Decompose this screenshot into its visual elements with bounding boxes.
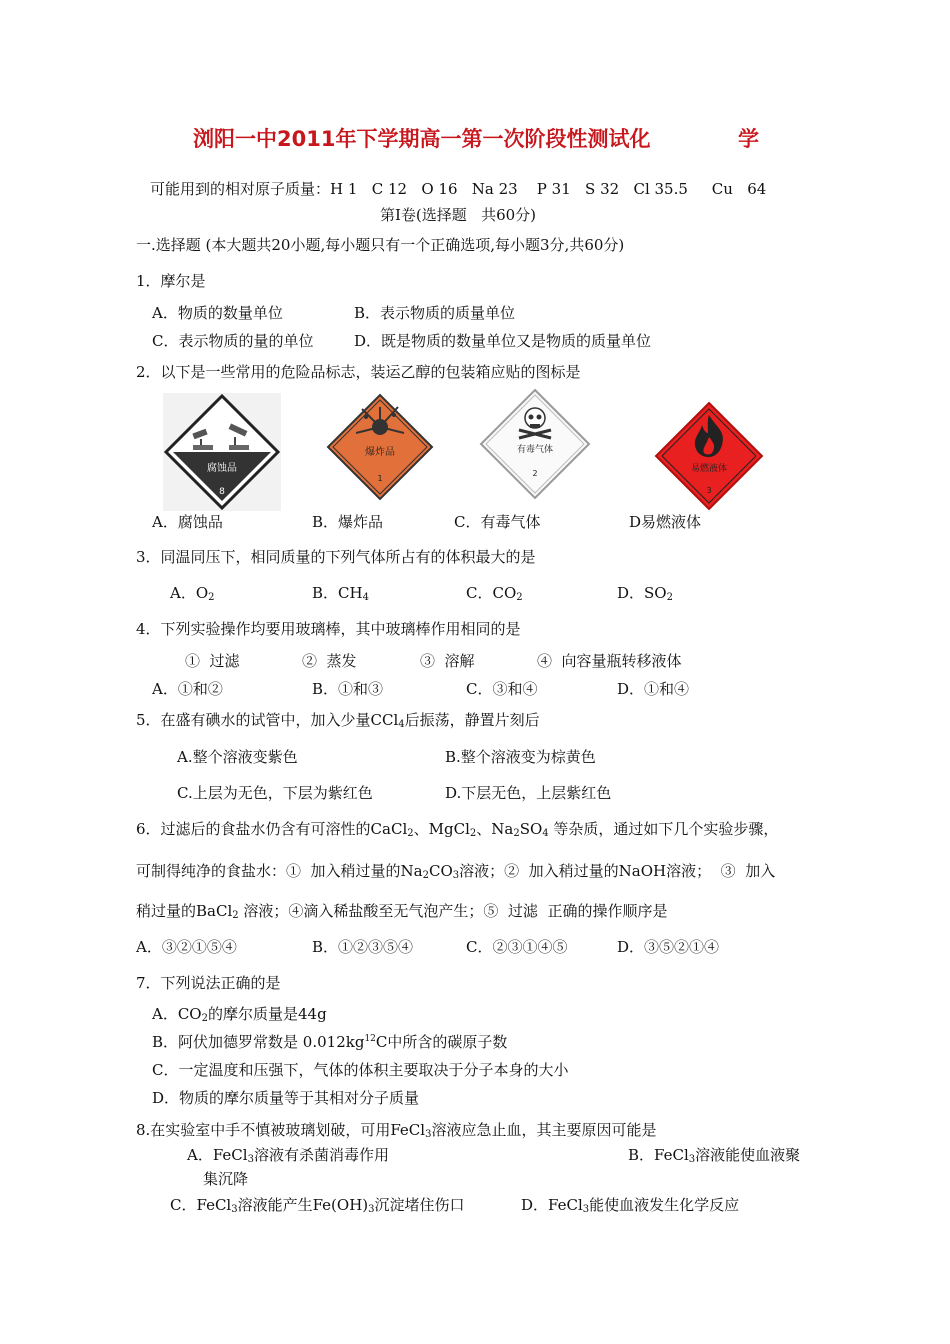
q7-option-b: B．阿伏加德罗常数是 $0.012kg^{12}C$中所含的碳原子数 xyxy=(152,1033,508,1051)
q3-option-a: A．$O_2$ xyxy=(170,584,215,603)
q5-option-c: C.上层为无色，下层为紫红色 xyxy=(177,784,373,802)
corrosive-sign xyxy=(163,393,281,511)
q1-option-c: C．表示物质的量的单位 xyxy=(152,332,314,350)
question-1-stem: 1．摩尔是 xyxy=(136,272,206,290)
q5-option-b: B.整个溶液变为棕黄色 xyxy=(445,748,596,766)
q6-option-d: D．③⑤②①④ xyxy=(617,938,720,956)
q8-option-b: B．FeCl$_3$溶液能使血液聚 xyxy=(628,1146,801,1165)
q1-option-a: A．物质的数量单位 xyxy=(152,304,283,322)
q4-operation-3: ③ 溶解 xyxy=(420,652,475,670)
q4-option-b: B．①和③ xyxy=(312,680,384,698)
explosive-label: 爆炸品 xyxy=(365,447,395,458)
flammable-liquid-label: 易燃液体 xyxy=(690,464,728,474)
question-2-stem: 2．以下是一些常用的危险品标志，装运乙醇的包装箱应贴的图标是 xyxy=(136,363,581,381)
q4-option-a: A．①和② xyxy=(152,680,223,698)
q4-option-d: D．①和④ xyxy=(617,680,690,698)
q2-option-c: C．有毒气体 xyxy=(454,513,541,531)
q2-option-a: A．腐蚀品 xyxy=(152,513,223,531)
flammable-liquid-sign xyxy=(654,401,764,511)
q6-option-a: A．③②①⑤④ xyxy=(136,938,237,956)
atomic-masses: 可能用到的相对原子质量：H 1 C 12 O 16 Na 23 P 31 S 32 Cl 35.5 Cu 64 xyxy=(150,180,767,198)
explosive-sign xyxy=(326,393,434,501)
toxic-gas-label: 有毒气体 xyxy=(516,445,554,455)
q4-operation-4: ④ 向容量瓶转移液体 xyxy=(537,652,682,670)
q7-option-a: A．$CO_2$的摩尔质量是44g xyxy=(152,1005,327,1024)
question-4-stem: 4．下列实验操作均要用玻璃棒，其中玻璃棒作用相同的是 xyxy=(136,620,521,638)
q8-option-a: A．FeCl$_3$溶液有杀菌消毒作用 xyxy=(187,1146,389,1165)
page-title: 浏阳一中2011年下学期高一第一次阶段性测试化 xyxy=(193,127,651,151)
question-7-stem: 7．下列说法正确的是 xyxy=(136,974,281,992)
q4-option-c: C．③和④ xyxy=(466,680,538,698)
q2-option-b: B．爆炸品 xyxy=(312,513,384,531)
question-6-stem-line-1: 6．过滤后的食盐水仍含有可溶性的CaCl$_2$、MgCl$_2$、$Na_2SO_4$ 等杂质，通过如下几个实验步骤， xyxy=(136,820,779,839)
q1-option-b: B．表示物质的质量单位 xyxy=(354,304,516,322)
q4-operation-1: ① 过滤 xyxy=(185,652,240,670)
q1-option-d: D．既是物质的数量单位又是物质的质量单位 xyxy=(354,332,652,350)
q8-option-b-continued: 集沉降 xyxy=(203,1170,249,1188)
q7-option-d: D．物质的摩尔质量等于其相对分子质量 xyxy=(152,1089,420,1107)
q6-option-b: B．①②③⑤④ xyxy=(312,938,414,956)
question-5-stem: 5．在盛有碘水的试管中，加入少量CCl$_4$后振荡，静置片刻后 xyxy=(136,711,540,730)
q8-option-d: D．FeCl$_3$能使血液发生化学反应 xyxy=(521,1196,740,1215)
q3-option-b: B．$CH_4$ xyxy=(312,584,369,603)
q6-option-c: C．②③①④⑤ xyxy=(466,938,568,956)
section-header: 一.选择题 (本大题共20小题,每小题只有一个正确选项,每小题3分,共60分) xyxy=(136,236,625,254)
q3-option-c: C．$CO_2$ xyxy=(466,584,523,603)
corrosive-label: 腐蚀品 xyxy=(207,463,237,474)
question-8-stem: 8.在实验室中手不慎被玻璃划破，可用FeCl$_3$溶液应急止血，其主要原因可能是 xyxy=(136,1121,657,1140)
q2-option-d: D易燃液体 xyxy=(629,513,702,531)
toxic-gas-class-number: 2 xyxy=(532,469,538,478)
q8-option-c: C．FeCl$_3$溶液能产生$Fe(OH)_3$沉淀堵住伤口 xyxy=(170,1196,465,1215)
question-6-stem-line-2: 可制得纯净的食盐水：① 加入稍过量的$Na_2CO_3$溶液；② 加入稍过量的NaOH溶液； ③ 加入 xyxy=(136,862,776,881)
q3-option-d: D．$SO_2$ xyxy=(617,584,673,603)
q4-operation-2: ② 蒸发 xyxy=(302,652,357,670)
part-header: 第Ⅰ卷(选择题 共60分) xyxy=(380,206,537,224)
explosive-class-number: 1 xyxy=(377,474,383,483)
q5-option-d: D.下层无色，上层紫红色 xyxy=(445,784,612,802)
question-3-stem: 3．同温同压下，相同质量的下列气体所占有的体积最大的是 xyxy=(136,548,536,566)
question-6-stem-line-3: 稍过量的BaCl$_2$ 溶液；④滴入稀盐酸至无气泡产生；⑤ 过滤 正确的操作顺序是 xyxy=(136,902,668,921)
q7-option-c: C．一定温度和压强下，气体的体积主要取决于分子本身的大小 xyxy=(152,1061,569,1079)
flammable-liquid-class-number: 3 xyxy=(706,486,712,495)
page-title-tail: 学 xyxy=(738,127,759,151)
toxic-gas-sign xyxy=(479,388,591,500)
corrosive-class-number: 8 xyxy=(219,487,225,497)
q5-option-a: A.整个溶液变紫色 xyxy=(177,748,298,766)
